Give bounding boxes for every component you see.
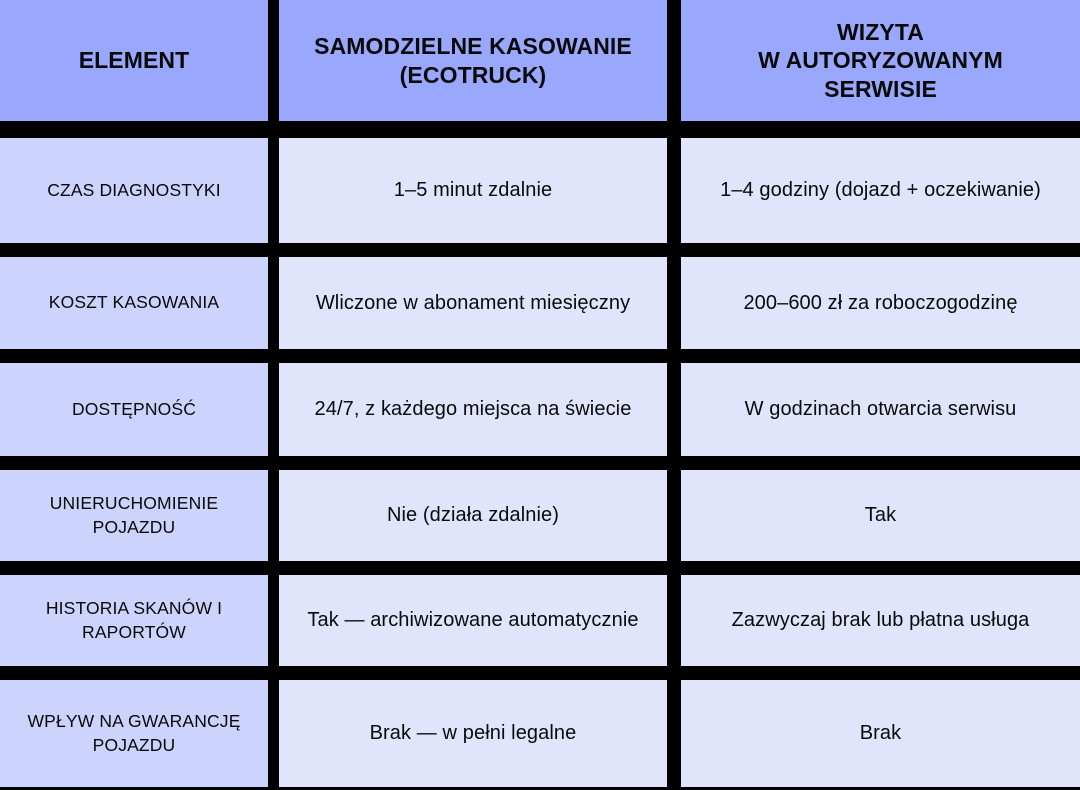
row-value-ecotruck-text: 24/7, z każdego miejsca na świecie bbox=[314, 398, 632, 421]
column-header-element bbox=[0, 0, 268, 121]
row-value-ecotruck bbox=[279, 680, 667, 787]
row-value-serwis-text: 1–4 godziny (dojazd + oczekiwanie) bbox=[720, 179, 1041, 202]
row-label-text: DOSTĘPNOŚĆ bbox=[71, 398, 197, 419]
row-value-ecotruck-text: Wliczone w abonament miesięczny bbox=[315, 291, 631, 314]
row-value-serwis-text: Brak bbox=[859, 722, 902, 745]
row-label-text: WPŁYW NA GWARANCJĘ POJAZDU bbox=[27, 711, 241, 755]
row-value-ecotruck bbox=[279, 363, 667, 456]
row-label-text: HISTORIA SKANÓW I RAPORTÓW bbox=[45, 598, 223, 642]
row-label-cell bbox=[0, 470, 268, 561]
column-header-element-label: ELEMENT bbox=[78, 47, 190, 74]
column-header-serwis-line1: WIZYTA bbox=[836, 19, 925, 46]
row-label-cell bbox=[0, 257, 268, 349]
table-row bbox=[0, 138, 1080, 243]
row-value-serwis bbox=[681, 257, 1080, 349]
row-value-serwis bbox=[681, 575, 1080, 666]
row-value-ecotruck-text: Brak — w pełni legalne bbox=[369, 722, 577, 745]
row-label-cell bbox=[0, 680, 268, 787]
table-header-row bbox=[0, 0, 1080, 121]
row-label-cell bbox=[0, 575, 268, 666]
row-label-text: UNIERUCHOMIENIE POJAZDU bbox=[49, 493, 219, 537]
row-value-ecotruck bbox=[279, 575, 667, 666]
column-header-serwis-line2: W AUTORYZOWANYM bbox=[758, 47, 1003, 74]
table-row bbox=[0, 363, 1080, 456]
row-value-serwis bbox=[681, 363, 1080, 456]
row-value-serwis bbox=[681, 470, 1080, 561]
row-value-serwis-text: W godzinach otwarcia serwisu bbox=[744, 398, 1017, 421]
column-header-serwis bbox=[681, 0, 1080, 121]
row-label-text: KOSZT KASOWANIA bbox=[48, 292, 220, 313]
column-header-serwis-line3: SERWISIE bbox=[824, 75, 937, 102]
row-value-serwis bbox=[681, 680, 1080, 787]
column-header-ecotruck bbox=[279, 0, 667, 121]
column-header-serwis-label bbox=[695, 18, 1066, 102]
row-value-serwis-text: Zazwyczaj brak lub płatna usługa bbox=[731, 609, 1030, 632]
table-row bbox=[0, 680, 1080, 787]
row-value-ecotruck bbox=[279, 470, 667, 561]
table-row bbox=[0, 575, 1080, 666]
column-header-ecotruck-line1: SAMODZIELNE KASOWANIE bbox=[314, 33, 632, 60]
table-row bbox=[0, 470, 1080, 561]
table-row bbox=[0, 257, 1080, 349]
row-value-serwis bbox=[681, 138, 1080, 243]
row-value-ecotruck bbox=[279, 138, 667, 243]
row-label-text: CZAS DIAGNOSTYKI bbox=[47, 179, 221, 200]
row-label-cell bbox=[0, 138, 268, 243]
row-value-ecotruck-text: 1–5 minut zdalnie bbox=[393, 179, 553, 202]
column-header-ecotruck-line2: (ECOTRUCK) bbox=[399, 61, 547, 88]
row-value-ecotruck bbox=[279, 257, 667, 349]
column-header-ecotruck-label bbox=[293, 32, 653, 88]
row-value-serwis-text: Tak bbox=[864, 504, 897, 527]
row-value-ecotruck-text: Tak — archiwizowane automatycznie bbox=[307, 609, 639, 632]
row-label-cell bbox=[0, 363, 268, 456]
row-value-ecotruck-text: Nie (działa zdalnie) bbox=[386, 504, 560, 527]
row-value-serwis-text: 200–600 zł za roboczogodzinę bbox=[743, 291, 1018, 314]
